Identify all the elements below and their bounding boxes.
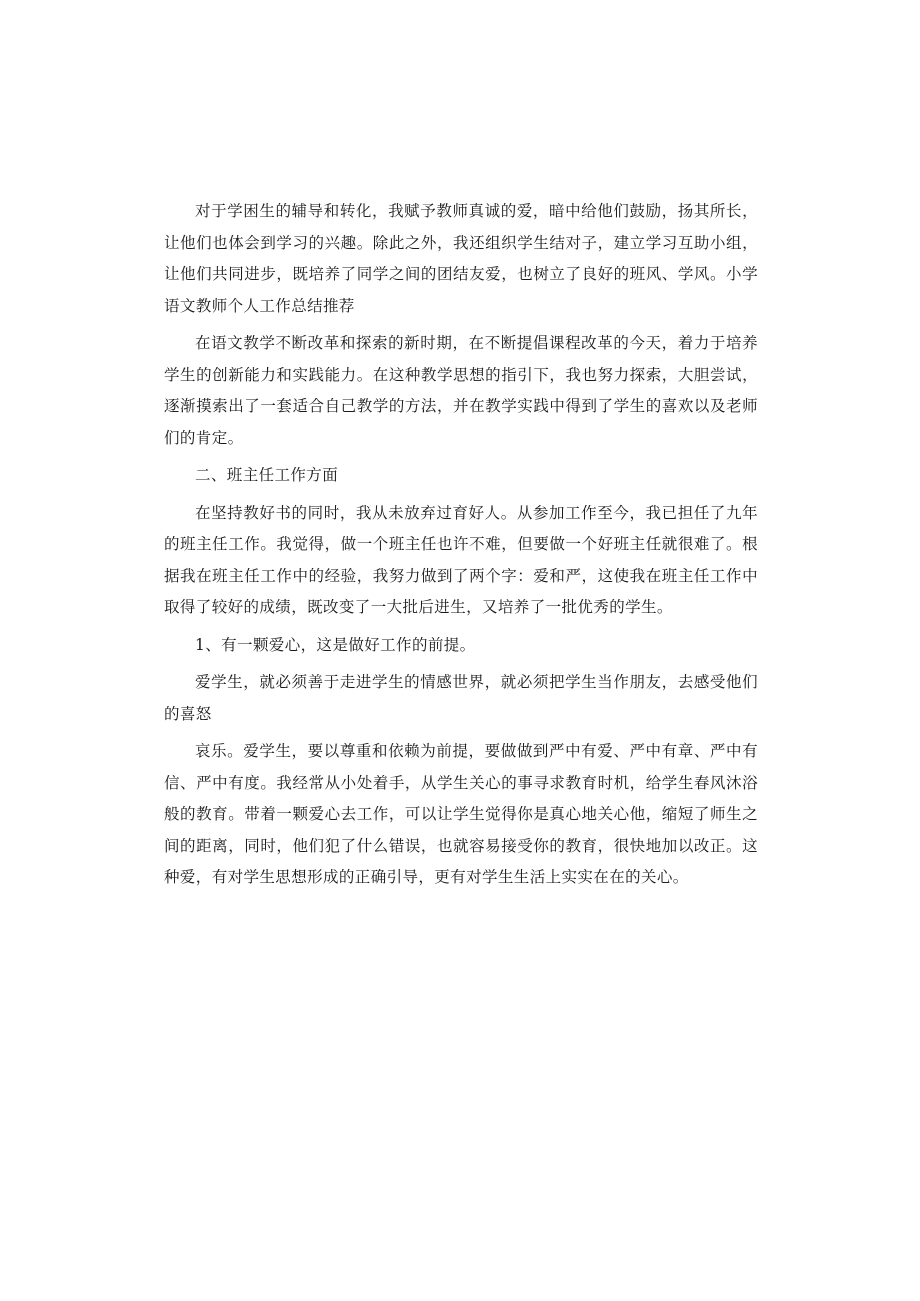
paragraph-love-students: 爱学生，就必须善于走进学生的情感世界，就必须把学生当作朋友，去感受他们的喜怒 xyxy=(164,673,758,723)
document-body xyxy=(164,196,758,900)
section-heading-class-teacher: 二、班主任工作方面 xyxy=(195,466,339,484)
paragraph-respect-strictness: 哀乐。爱学生，要以尊重和依赖为前提，要做做到严中有爱、严中有章、严中有信、严中有度。我经常从小处着手，从学生关心的事寻求教育时机，给学生春风沐浴般的教育。带着一颗爱心去工作，可以让学生觉得你是真心地关心他，缩短了师生之间的距离，同时，他们犯了什么错误，也就容易接受你的教育，很快地加以改正。这种爱，有对学生思想形成的正确引导，更有对学生生活上实实在在的关心。 xyxy=(164,742,758,886)
paragraph-teaching-reform: 在语文教学不断改革和探索的新时期，在不断提倡课程改革的今天，着力于培养学生的创新能力和实践能力。在这种教学思想的指引下，我也努力探索，大胆尝试，逐渐摸索出了一套适合自己教学的方法，并在教学实践中得到了学生的喜欢以及老师们的肯定。 xyxy=(164,334,758,447)
point-heading-love: 1、有一颗爱心，这是做好工作的前提。 xyxy=(195,635,476,654)
paragraph-class-teacher-work: 在坚持教好书的同时，我从未放弃过育好人。从参加工作至今，我已担任了九年的班主任工作。我觉得，做一个班主任也许不难，但要做一个好班主任就很难了。根据我在班主任工作中的经验，我努力做到了两个字：爱和严，这使我在班主任工作中取得了较好的成绩，既改变了一大批后进生，又培养了一批优秀的学生。 xyxy=(164,503,758,616)
paragraph-learning-support: 对于学困生的辅导和转化，我赋予教师真诚的爱，暗中给他们鼓励，扬其所长，让他们也体会到学习的兴趣。除此之外，我还组织学生结对子，建立学习互助小组，让他们共同进步，既培养了同学之间的团结友爱，也树立了良好的班风、学风。小学语文教师个人工作总结推荐 xyxy=(164,202,758,315)
